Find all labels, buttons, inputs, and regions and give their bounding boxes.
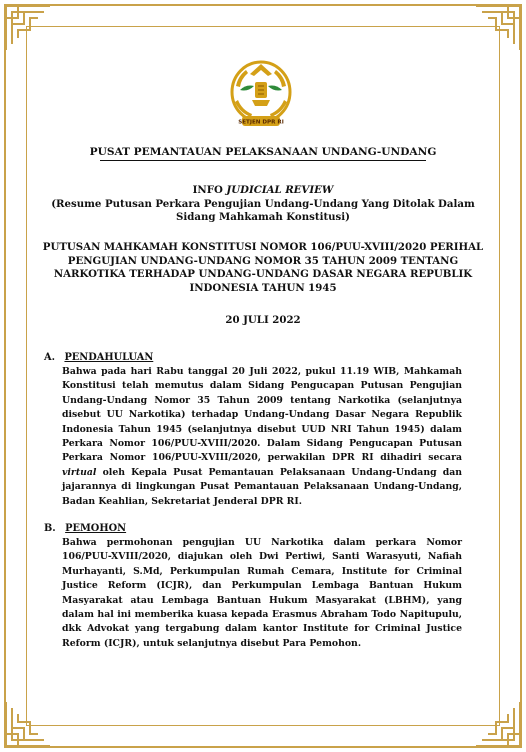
info-line-3: Sidang Mahkamah Konstitusi) (176, 211, 350, 223)
section-a-title: PENDAHULUAN (64, 352, 154, 363)
corner-ornament-top-left (4, 4, 52, 52)
info-line-2: (Resume Putusan Perkara Pengujian Undang-Undang Yang Ditolak Dalam (51, 197, 475, 210)
decision-title (0, 241, 526, 295)
section-b-heading (44, 523, 126, 534)
corner-ornament-bottom-right (474, 700, 522, 748)
section-a-text-1: Bahwa pada hari Rabu tanggal 20 Juli 2022, pukul 11.19 WIB, Mahkamah Konstitusi telah memutus dalam Sidang Pengucapan Putusan Pengujian Undang-Undang Nomor 35 Tahun 2009 tentang Narkotika (selanjutnya disebut UU Narkotika) terhadap Undang-Undang Dasar Negara Republik Indonesia Tahun 1945 (selanjutnya disebut UUD NRI Tahun 1945) dalam Perkara Nomor 106/PUU-XVIII/2020. Dalam Sidang Pengucapan Putusan Perkara Nomor 106/PUU-XVIII/2020, perwakilan DPR RI dihadiri secara (62, 366, 462, 464)
section-a-text-2: oleh Kepala Pusat Pemantauan Pelaksanaan Undang-Undang dan jajarannya di lingkungan Pusat Pemantauan Pelaksanaan Undang-Undang, Badan Keahlian, Sekretariat Jenderal DPR RI. (62, 466, 462, 507)
title-underline (100, 160, 426, 161)
info-heading (0, 184, 526, 225)
section-b-body (62, 536, 462, 651)
info-italic-term: JUDICIAL REVIEW (226, 184, 334, 196)
org-title: PUSAT PEMANTAUAN PELAKSANAAN UNDANG-UNDANG (89, 146, 437, 158)
decision-title-line: NARKOTIKA TERHADAP UNDANG-UNDANG DASAR NEGARA REPUBLIK (53, 268, 473, 280)
info-line-1 (0, 184, 526, 198)
section-a-letter: A. (44, 352, 56, 363)
section-b-paragraph: Bahwa permohonan pengujian UU Narkotika dalam perkara Nomor 106/PUU-XVIII/2020, diajukan oleh Dwi Pertiwi, Santi Warasyuti, Nafiah Murhayanti, S.Md, Perkumpulan Rumah Cemara, Institute for Criminal Justice Reform (ICJR), dan Perkumpulan Lembaga Bantuan Hukum Masyarakat atau Lembaga Bantuan Hukum Masyarakat (LBHM), yang dalam hal ini memberika kuasa kepada Erasmus Abraham Todo Napitupulu, dkk Advokat yang tergabung dalam kantor Institute for Criminal Justice Reform (ICJR), untuk selanjutnya disebut Para Pemohon. (62, 537, 462, 649)
section-a-body (62, 365, 462, 509)
section-b-title: PEMOHON (65, 523, 127, 534)
dpr-emblem-icon (228, 56, 294, 132)
corner-ornament-bottom-left (4, 700, 52, 748)
decision-title-line: PENGUJIAN UNDANG-UNDANG NOMOR 35 TAHUN 2009 TENTANG (67, 254, 459, 267)
section-b-letter: B. (44, 523, 56, 534)
section-a-italic: virtual (62, 466, 97, 478)
info-prefix: INFO (192, 184, 227, 196)
emblem-caption: SETJEN DPR RI (238, 119, 284, 126)
section-a-heading (44, 352, 153, 363)
corner-ornament-top-right (474, 4, 522, 52)
decision-title-line: PUTUSAN MAHKAMAH KONSTITUSI NOMOR 106/PUU-XVIII/2020 PERIHAL (42, 241, 484, 253)
section-a-paragraph (62, 365, 462, 509)
decision-date: 20 JULI 2022 (225, 314, 301, 326)
decision-title-line: INDONESIA TAHUN 1945 (189, 281, 337, 294)
